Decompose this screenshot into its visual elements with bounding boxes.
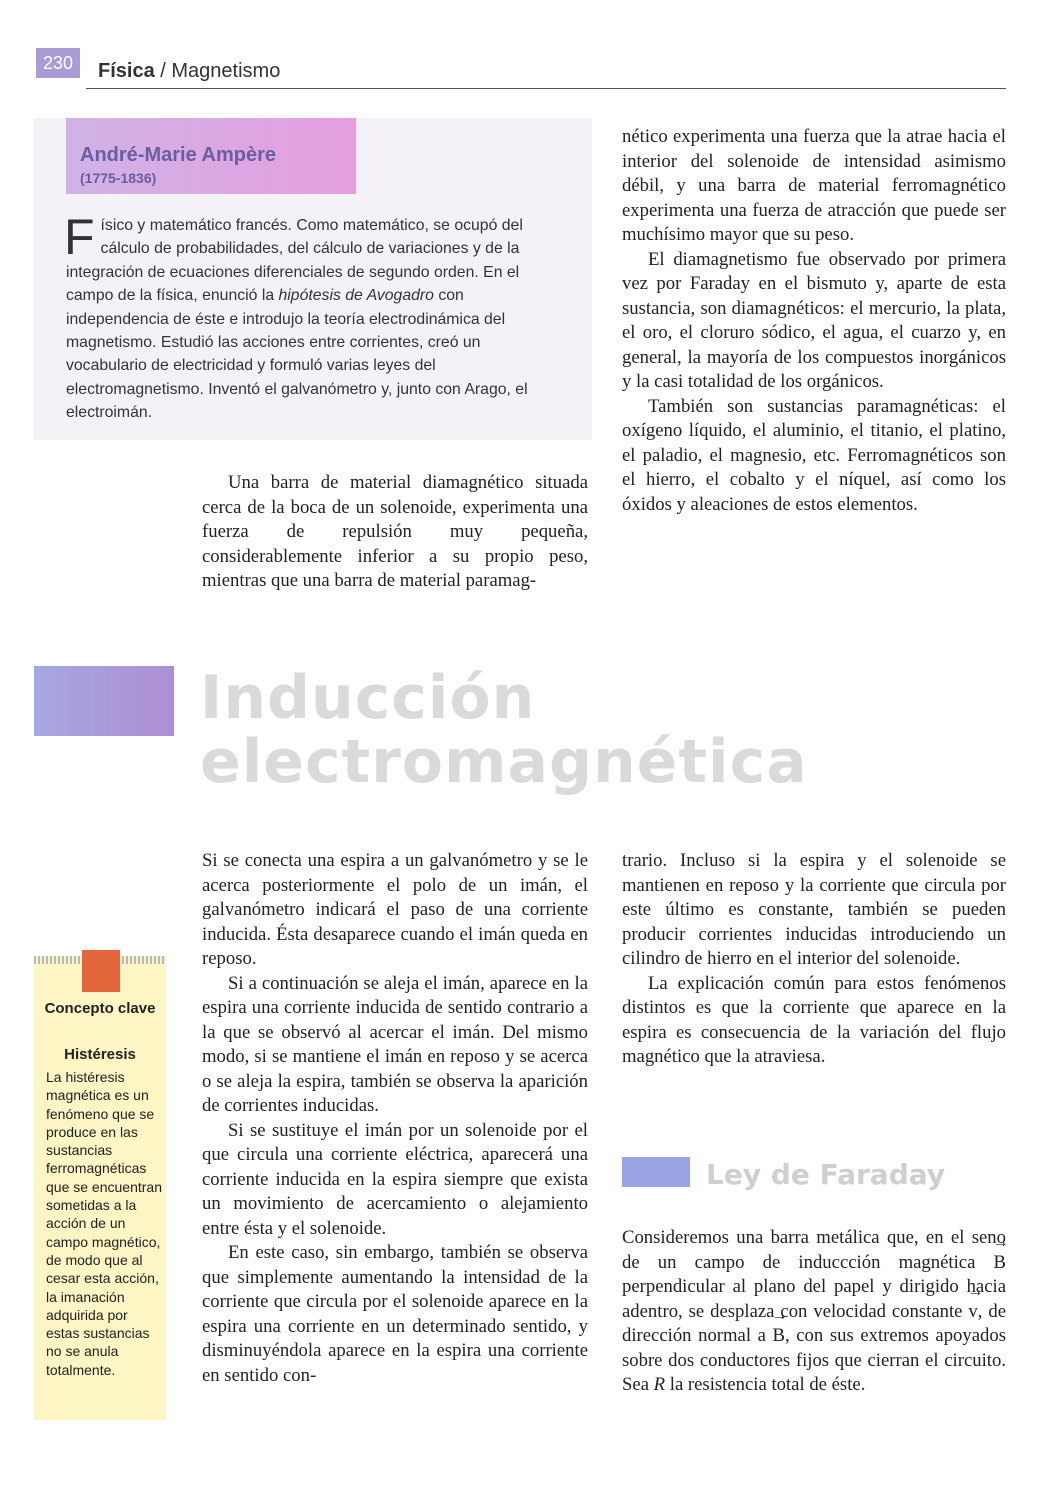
symbol-r: R [653, 1374, 666, 1395]
paragraph: La explicación común para estos fenómenos distintos es que la corriente que aparece en la espira es consecuencia de la variación del flujo magnético que la atraviesa. [622, 972, 1006, 1067]
lower-left-column [202, 849, 588, 1388]
subheading-color-bar [622, 1157, 690, 1187]
concept-term: Histéresis [64, 1046, 136, 1063]
upper-right-column [622, 125, 1006, 517]
subheading-ley-de-faraday: Ley de Faraday [706, 1158, 946, 1191]
paragraph: Una barra de material diamagnético situada cerca de la boca de un solenoide, experimenta una fuerza de repulsión muy pequeña, considerablemente inferior a su propio peso, mientras que una barra de material paramag- [202, 472, 588, 591]
section-headline [200, 663, 808, 797]
paragraph: trario. Incluso si la espira y el solenoide se mantienen en reposo y la corriente que circula por este último es constante, también se pueden producir corrientes inducidas introduciendo un cilindro de hierro en el interior del solenoide. [622, 850, 1006, 969]
upper-left-column [202, 471, 588, 594]
running-head-section: Magnetismo [171, 60, 281, 82]
vector-b: → B [994, 1251, 1006, 1276]
paragraph: En este caso, sin embargo, también se observa que simplemente aumentando la intensidad de la corriente que circula por el solenoide aparece en la espira una corriente en un determinado sentido, y disminuyéndola aparece en la espira una corriente en sentido con- [202, 1242, 588, 1386]
paragraph: Si se conecta una espira a un galvanómetro y se le acerca posteriormente el polo de un imán, el galvanómetro indicará el paso de una corriente inducida. Ésta desaparece cuando el imán queda en reposo. [202, 850, 588, 969]
faraday-text-a: Consideremos una barra metálica que, en el seno de un campo de induccción magnética [622, 1227, 1006, 1273]
biography-text-part-1: ísico y matemático francés. Como matemático, se ocupó del cálculo de probabilidades, del cálculo de variaciones y de la integración de ecuaciones diferenciales de segundo orden. En el campo de la física, enunció la [66, 217, 523, 305]
paragraph: Si a continuación se aleja el imán, aparece en la espira una corriente inducida de sentido contrario a la que se observó al acercar el imán. Del mismo modo, si se mantiene el imán en reposo y se acerca o se aleja la espira, también se observa la aparición de corrientes inducidas. [202, 972, 588, 1116]
headline-line-1: Inducción [200, 663, 536, 733]
headline-color-bar [34, 666, 174, 736]
faraday-text-e: la resistencia total de éste. [665, 1374, 866, 1395]
page-number: 230 [36, 48, 80, 78]
paragraph: Si se sustituye el imán por un solenoide por el que circula una corriente eléctrica, aparecerá una corriente inducida en la espira siempre que exista un movimiento de acercamiento o alejamiento entre ésta y el solenoide. [202, 1119, 588, 1239]
drop-cap: F [64, 209, 95, 265]
biography-text [64, 209, 546, 425]
lower-right-column [622, 849, 1006, 1070]
faraday-paragraph [622, 1226, 1006, 1398]
headline-line-2: electromagnética [200, 727, 808, 797]
concept-definition: La histéresis magnética es un fenómeno que se produce en las sustancias ferromagnéticas que se encuentran sometidas a la acción de un campo magnético, de modo que al cesar esta acción, la imanación adquirida por estas sustancias no se anula totalmente. [46, 1069, 162, 1378]
biography-name: André-Marie Ampère [80, 144, 276, 166]
running-head [98, 60, 280, 83]
faraday-text-b: perpendicular al plano del papel y dirigido hacia adentro, se desplaza con velocidad constante [622, 1276, 1006, 1322]
concept-label: Concepto clave [44, 1000, 156, 1017]
paragraph [622, 1226, 1006, 1398]
running-head-separator: / [154, 60, 172, 82]
concept-marker-square [82, 950, 120, 992]
biography-text-part-2: con independencia de éste e introdujo la teoría electrodinámica del magnetismo. Estudió las acciones entre corrientes, creó un vocabulario de electricidad y formuló varias leyes del electromagnetismo. Inventó el galvanómetro y, junto con Arago, el electroimán. [66, 287, 528, 422]
header-rule [86, 88, 1006, 89]
biography-years: (1775-1836) [80, 170, 157, 186]
biography-text-italic: hipótesis de Avogadro [278, 287, 434, 305]
vector-v: → v [968, 1300, 977, 1325]
paragraph: También son sustancias paramagnéticas: el oxígeno líquido, el aluminio, el titanio, el platino, el paladio, el magnesio, etc. Ferromagnéticos son el hierro, el cobalto y el níquel, así como los óxidos y aleaciones de estos elementos. [622, 395, 1006, 515]
paragraph: nético experimenta una fuerza que la atrae hacia el interior del solenoide de intensidad asimismo débil, y una barra de material ferromagnético experimenta una fuerza de atracción que puede ser muchísimo mayor que su peso. [622, 126, 1006, 245]
faraday-text-c: , de dirección normal a [622, 1300, 1006, 1346]
paragraph: El diamagnetismo fue observado por primera vez por Faraday en el bismuto y, aparte de esta sustancia, son diamagnéticos: el mercurio, la plata, el oro, el cloruro sódico, el agua, el cuarzo y, en general, la mayoría de los compuestos inorgánicos y la casi totalidad de los orgánicos. [622, 248, 1006, 392]
vector-b: → B [773, 1324, 785, 1349]
running-head-subject: Física [98, 60, 155, 82]
faraday-text-d: , con sus extremos apoyados sobre dos conductores fijos que cierran el circuito. Sea [622, 1325, 1006, 1395]
